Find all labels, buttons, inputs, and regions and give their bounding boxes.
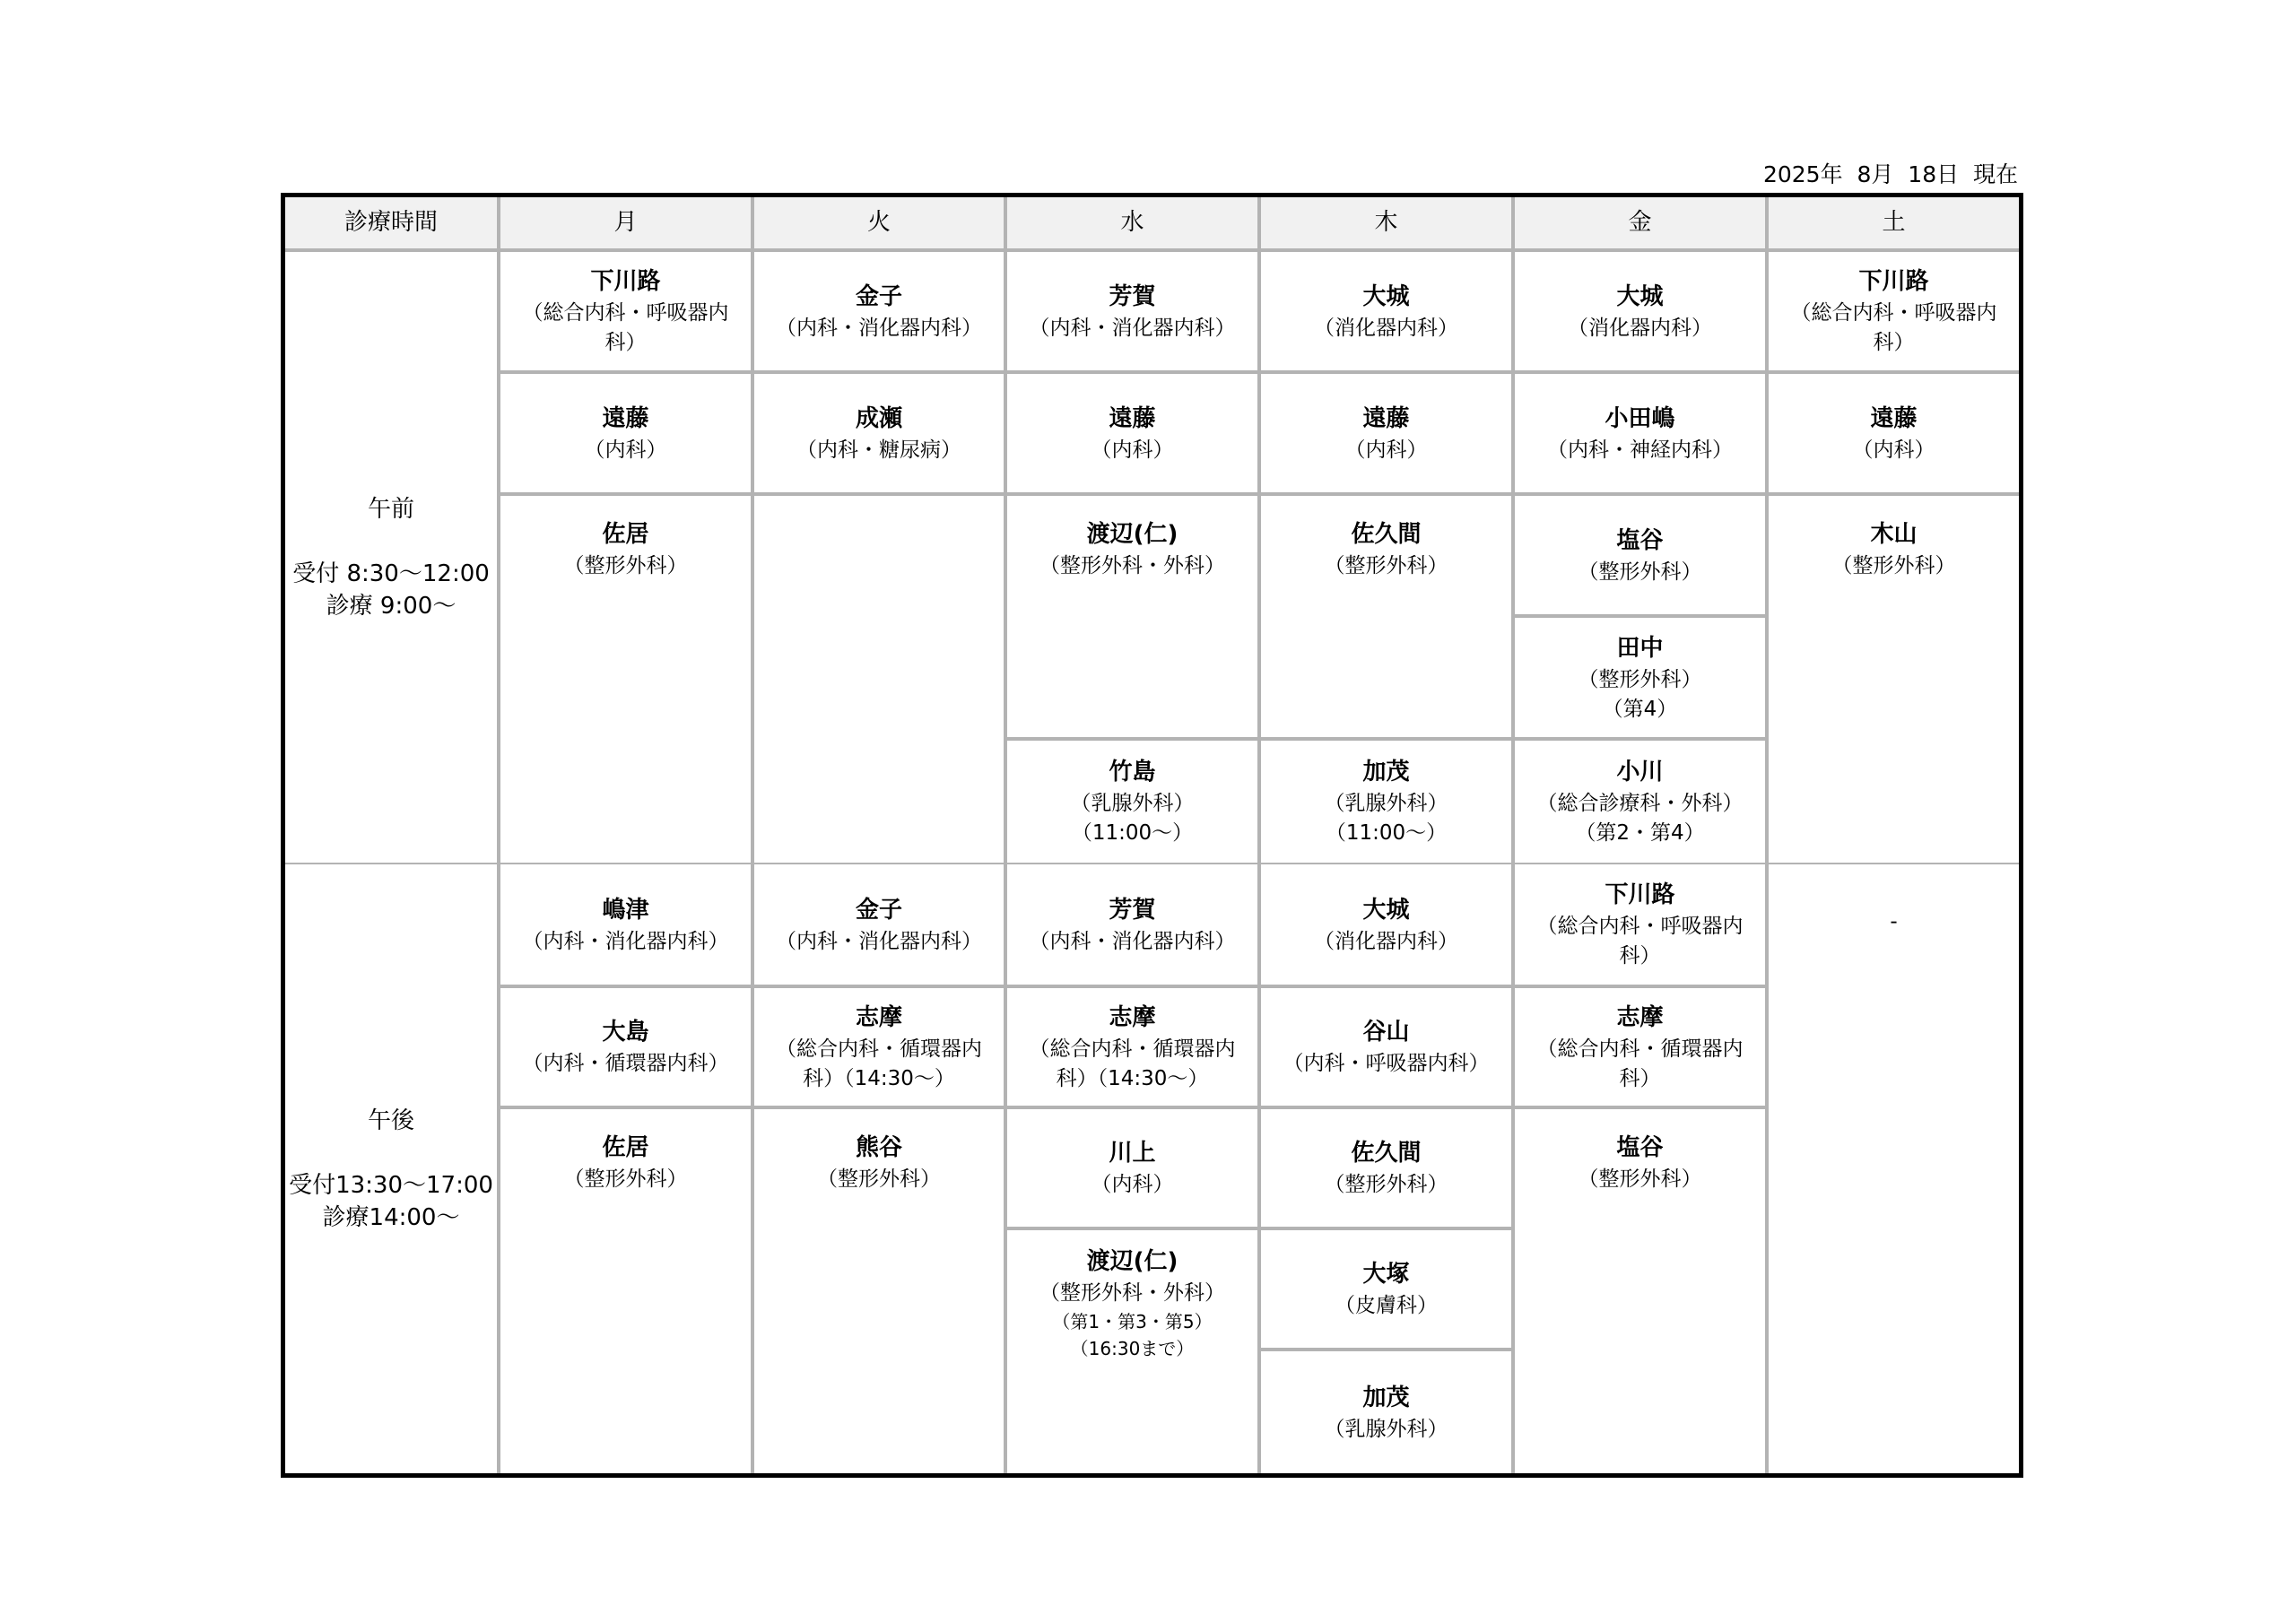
week-note: （第1・第3・第5） bbox=[1052, 1311, 1213, 1332]
week-note: （第4） bbox=[1602, 697, 1678, 721]
doctor-name: 佐久間 bbox=[1351, 521, 1422, 548]
doctor-name: 下川路 bbox=[1858, 268, 1929, 295]
department: （総合診療科・外科） bbox=[1536, 792, 1744, 815]
am-tue-slot-1 bbox=[754, 252, 1004, 370]
department: （整形外科） bbox=[1578, 1167, 1702, 1191]
pm-thu-slot-4 bbox=[1261, 1230, 1511, 1348]
pm-wed-slot-1 bbox=[1007, 864, 1257, 985]
am-fri-slot-3 bbox=[1515, 496, 1765, 614]
doctor-name: 谷山 bbox=[1362, 1019, 1410, 1046]
department: （整形外科・外科） bbox=[1039, 1281, 1225, 1305]
department: （整形外科） bbox=[563, 554, 688, 577]
pm-tue-slot-2 bbox=[754, 988, 1004, 1106]
am-wed-slot-4 bbox=[1007, 741, 1257, 863]
department: （整形外科） bbox=[1578, 667, 1702, 691]
am-tue-slot-2 bbox=[754, 374, 1004, 492]
pm-thu-slot-3 bbox=[1261, 1109, 1511, 1227]
pm-mon-slot-1 bbox=[500, 864, 751, 985]
department: （乳腺外科） bbox=[1324, 1417, 1448, 1441]
am-mon-slot-3 bbox=[500, 496, 751, 863]
doctor-name: 大城 bbox=[1362, 282, 1410, 310]
department: （消化器内科） bbox=[1314, 929, 1458, 953]
pm-fri-slot-2 bbox=[1515, 988, 1765, 1106]
department: （総合内科・循環器内科） bbox=[1536, 1037, 1744, 1090]
doctor-name: 加茂 bbox=[1362, 1384, 1410, 1411]
am-mon-slot-1 bbox=[500, 252, 751, 370]
department: （総合内科・呼吸器内科） bbox=[1536, 915, 1744, 968]
pm-sat-cell bbox=[1769, 864, 2019, 1473]
closed-dash: - bbox=[1890, 910, 1898, 933]
am-thu-slot-3 bbox=[1261, 496, 1511, 737]
doctor-name: 渡辺(仁) bbox=[1086, 1248, 1178, 1275]
department: （総合内科・循環器内科）（14:30～） bbox=[776, 1037, 982, 1090]
pm-thu-slot-2 bbox=[1261, 988, 1511, 1106]
department: （乳腺外科） bbox=[1070, 792, 1195, 815]
time-note: （11:00～） bbox=[1325, 821, 1448, 845]
department: （整形外科・外科） bbox=[1039, 554, 1225, 577]
department: （消化器内科） bbox=[1314, 316, 1458, 340]
am-wed-slot-2 bbox=[1007, 374, 1257, 492]
doctor-name: 大島 bbox=[602, 1019, 649, 1046]
pm-fri-slot-3 bbox=[1515, 1109, 1765, 1473]
header-day-tue: 火 bbox=[754, 197, 1004, 248]
pm-thu-slot-1 bbox=[1261, 864, 1511, 985]
header-time-column: 診療時間 bbox=[285, 197, 497, 248]
header-day-mon: 月 bbox=[500, 197, 751, 248]
department: （内科・消化器内科） bbox=[522, 929, 729, 953]
am-fri-slot-1 bbox=[1515, 252, 1765, 370]
doctor-name: 下川路 bbox=[1605, 881, 1675, 908]
department: （内科・消化器内科） bbox=[776, 929, 982, 953]
am-sat-slot-3 bbox=[1769, 496, 2019, 863]
week-note: （第2・第4） bbox=[1575, 821, 1705, 845]
morning-consult-hours: 診療 9:00～ bbox=[326, 592, 457, 620]
doctor-name: 芳賀 bbox=[1109, 896, 1156, 924]
afternoon-label-cell bbox=[285, 864, 497, 1473]
doctor-name: 芳賀 bbox=[1109, 282, 1156, 310]
doctor-name: 熊谷 bbox=[855, 1134, 902, 1161]
am-wed-slot-1 bbox=[1007, 252, 1257, 370]
morning-label: 午前 bbox=[367, 495, 414, 523]
pm-wed-slot-4 bbox=[1007, 1230, 1257, 1473]
am-sat-slot-2 bbox=[1769, 374, 2019, 492]
morning-reception-hours: 受付 8:30～12:00 bbox=[292, 560, 490, 587]
doctor-name: 志摩 bbox=[1616, 1003, 1664, 1031]
department: （総合内科・循環器内科）（14:30～） bbox=[1029, 1037, 1236, 1090]
am-thu-slot-4 bbox=[1261, 741, 1511, 863]
pm-wed-slot-3 bbox=[1007, 1109, 1257, 1227]
department: （整形外科） bbox=[1324, 554, 1448, 577]
doctor-name: 大城 bbox=[1616, 282, 1664, 310]
am-sat-slot-1 bbox=[1769, 252, 2019, 370]
afternoon-consult-hours: 診療14:00～ bbox=[322, 1203, 460, 1231]
department: （整形外科） bbox=[1831, 554, 1956, 577]
department: （総合内科・呼吸器内科） bbox=[522, 301, 729, 354]
department: （内科） bbox=[1344, 438, 1428, 462]
doctor-name: 下川路 bbox=[590, 268, 661, 295]
department: （内科） bbox=[1852, 438, 1935, 462]
doctor-name: 塩谷 bbox=[1616, 526, 1664, 554]
doctor-name: 小川 bbox=[1616, 759, 1664, 785]
header-day-wed: 水 bbox=[1007, 197, 1257, 248]
doctor-name: 大塚 bbox=[1362, 1261, 1410, 1288]
doctor-name: 金子 bbox=[855, 282, 902, 310]
afternoon-label: 午後 bbox=[367, 1107, 414, 1134]
department: （整形外科） bbox=[563, 1167, 688, 1191]
department: （内科・循環器内科） bbox=[522, 1052, 729, 1075]
pm-thu-slot-5 bbox=[1261, 1351, 1511, 1473]
doctor-name: 田中 bbox=[1616, 634, 1664, 662]
doctor-name: 小田嶋 bbox=[1605, 404, 1675, 432]
department: （皮膚科） bbox=[1335, 1294, 1438, 1317]
am-thu-slot-2 bbox=[1261, 374, 1511, 492]
doctor-name: 川上 bbox=[1109, 1140, 1156, 1167]
schedule-table bbox=[281, 193, 2023, 1478]
am-thu-slot-1 bbox=[1261, 252, 1511, 370]
header-day-sat: 土 bbox=[1769, 197, 2019, 248]
header-day-thu: 木 bbox=[1261, 197, 1511, 248]
department: （内科・消化器内科） bbox=[776, 316, 982, 340]
doctor-name: 成瀬 bbox=[855, 404, 902, 432]
department: （消化器内科） bbox=[1568, 316, 1712, 340]
department: （内科・消化器内科） bbox=[1029, 929, 1236, 953]
doctor-name: 佐久間 bbox=[1351, 1140, 1422, 1167]
pm-wed-slot-2 bbox=[1007, 988, 1257, 1106]
time-note: （11:00～） bbox=[1071, 821, 1194, 845]
department: （総合内科・呼吸器内科） bbox=[1790, 301, 1997, 354]
pm-fri-slot-1 bbox=[1515, 864, 1765, 985]
doctor-name: 遠藤 bbox=[1870, 404, 1918, 432]
header-day-fri: 金 bbox=[1515, 197, 1765, 248]
doctor-name: 志摩 bbox=[1109, 1003, 1156, 1031]
doctor-name: 遠藤 bbox=[602, 404, 649, 432]
department: （内科・消化器内科） bbox=[1029, 316, 1236, 340]
department: （内科） bbox=[1091, 438, 1174, 462]
pm-mon-slot-2 bbox=[500, 988, 751, 1106]
department: （内科） bbox=[584, 438, 667, 462]
department: （内科・神経内科） bbox=[1547, 438, 1733, 462]
doctor-name: 志摩 bbox=[855, 1003, 902, 1031]
department: （整形外科） bbox=[817, 1167, 941, 1191]
am-wed-slot-3 bbox=[1007, 496, 1257, 737]
as-of-date: 2025年 8月 18日 現在 bbox=[1762, 161, 2018, 187]
am-fri-slot-2 bbox=[1515, 374, 1765, 492]
doctor-name: 遠藤 bbox=[1109, 404, 1156, 432]
doctor-name: 遠藤 bbox=[1362, 404, 1410, 432]
pm-mon-slot-3 bbox=[500, 1109, 751, 1473]
doctor-name: 佐居 bbox=[602, 521, 649, 548]
am-tue-slot-3-empty bbox=[754, 496, 1004, 863]
department: （内科） bbox=[1091, 1173, 1174, 1196]
department: （内科・糖尿病） bbox=[796, 438, 961, 462]
doctor-name: 佐居 bbox=[602, 1134, 649, 1161]
doctor-name: 木山 bbox=[1870, 521, 1918, 548]
department: （内科・呼吸器内科） bbox=[1283, 1052, 1490, 1075]
morning-label-cell bbox=[285, 252, 497, 863]
am-fri-slot-4 bbox=[1515, 618, 1765, 737]
department: （整形外科） bbox=[1324, 1173, 1448, 1196]
afternoon-reception-hours: 受付13:30～17:00 bbox=[289, 1171, 493, 1199]
doctor-name: 竹島 bbox=[1109, 759, 1156, 785]
time-note: （16:30まで） bbox=[1070, 1338, 1195, 1359]
doctor-name: 塩谷 bbox=[1616, 1134, 1664, 1161]
doctor-name: 金子 bbox=[855, 896, 902, 924]
doctor-name: 嶋津 bbox=[602, 896, 649, 924]
department: （乳腺外科） bbox=[1324, 792, 1448, 815]
doctor-name: 渡辺(仁) bbox=[1086, 521, 1178, 548]
pm-tue-slot-3 bbox=[754, 1109, 1004, 1473]
am-fri-slot-5 bbox=[1515, 741, 1765, 863]
doctor-name: 大城 bbox=[1362, 896, 1410, 924]
doctor-name: 加茂 bbox=[1362, 759, 1410, 785]
pm-tue-slot-1 bbox=[754, 864, 1004, 985]
department: （整形外科） bbox=[1578, 560, 1702, 584]
am-mon-slot-2 bbox=[500, 374, 751, 492]
